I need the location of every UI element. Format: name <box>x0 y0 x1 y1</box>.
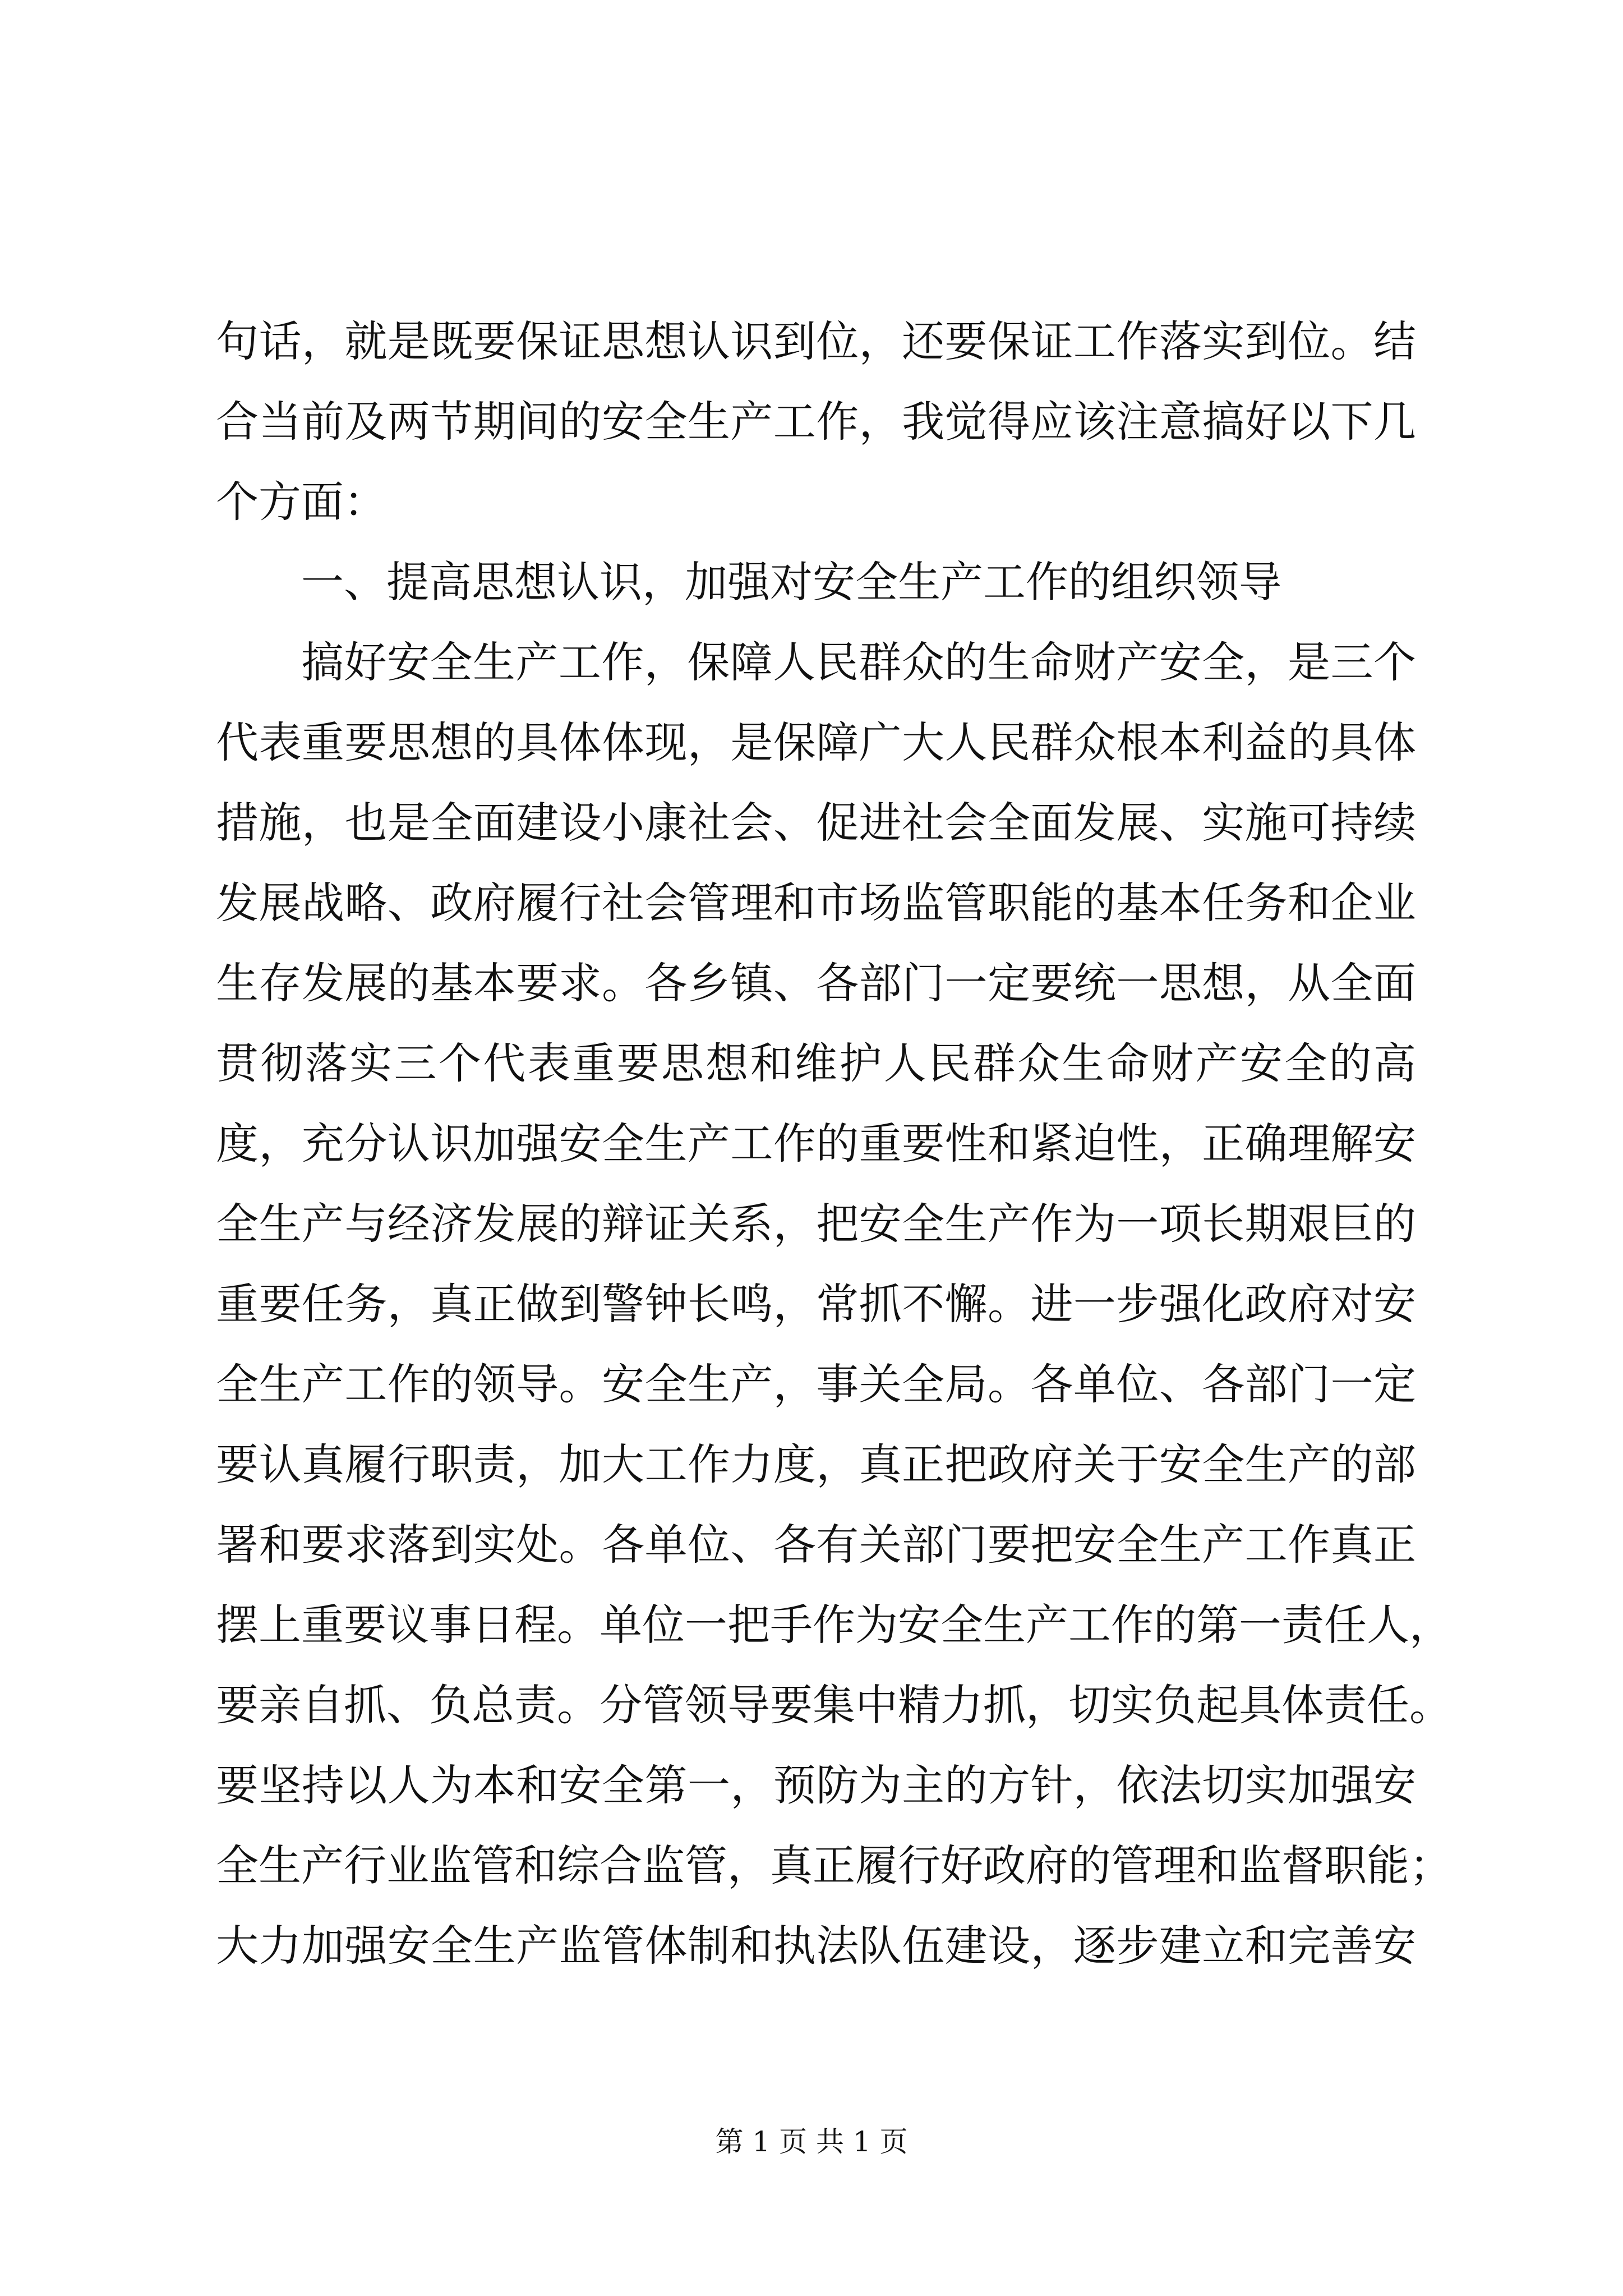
text-line: 代表重要思想的具体体现，是保障广大人民群众根本利益的具体 <box>216 717 1416 767</box>
text-line: 摆上重要议事日程。单位一把手作为安全生产工作的第一责任人， <box>216 1600 1452 1650</box>
text-line: 个方面： <box>216 477 386 527</box>
document-body <box>216 301 1452 1986</box>
text-line: 要认真履行职责，加大工作力度，真正把政府关于安全生产的部 <box>216 1439 1416 1489</box>
text-line: 生存发展的基本要求。各乡镇、各部门一定要统一思想，从全面 <box>216 958 1416 1008</box>
text-line: 度，充分认识加强安全生产工作的重要性和紧迫性，正确理解安 <box>216 1119 1416 1168</box>
text-line: 署和要求落到实处。各单位、各有关部门要把安全生产工作真正 <box>216 1520 1416 1570</box>
text-line: 全生产与经济发展的辩证关系，把安全生产作为一项长期艰巨的 <box>216 1199 1416 1249</box>
text-line: 重要任务，真正做到警钟长鸣，常抓不懈。进一步强化政府对安 <box>216 1279 1416 1329</box>
text-line: 全生产行业监管和综合监管，真正履行好政府的管理和监督职能； <box>216 1841 1452 1890</box>
text-line: 搞好安全生产工作，保障人民群众的生命财产安全，是三个 <box>301 637 1416 687</box>
section-heading: 一、提高思想认识，加强对安全生产工作的组织领导 <box>301 557 1281 607</box>
text-line: 发展战略、政府履行社会管理和市场监管职能的基本任务和企业 <box>216 878 1416 928</box>
text-line: 贯彻落实三个代表重要思想和维护人民群众生命财产安全的高 <box>216 1038 1416 1088</box>
text-line: 要亲自抓、负总责。分管领导要集中精力抓，切实负起具体责任。 <box>216 1680 1452 1730</box>
text-line: 全生产工作的领导。安全生产，事关全局。各单位、各部门一定 <box>216 1359 1416 1409</box>
text-line: 大力加强安全生产监管体制和执法队伍建设，逐步建立和完善安 <box>216 1921 1416 1971</box>
text-line: 要坚持以人为本和安全第一，预防为主的方针，依法切实加强安 <box>216 1760 1416 1810</box>
text-line: 措施，也是全面建设小康社会、促进社会全面发展、实施可持续 <box>216 798 1416 848</box>
page-number-label: 第 1 页 共 1 页 <box>715 2125 908 2158</box>
text-line: 句话，就是既要保证思想认识到位，还要保证工作落实到位。结 <box>216 316 1416 366</box>
page-footer <box>0 2125 1623 2159</box>
text-line: 合当前及两节期间的安全生产工作，我觉得应该注意搞好以下几 <box>216 397 1416 447</box>
